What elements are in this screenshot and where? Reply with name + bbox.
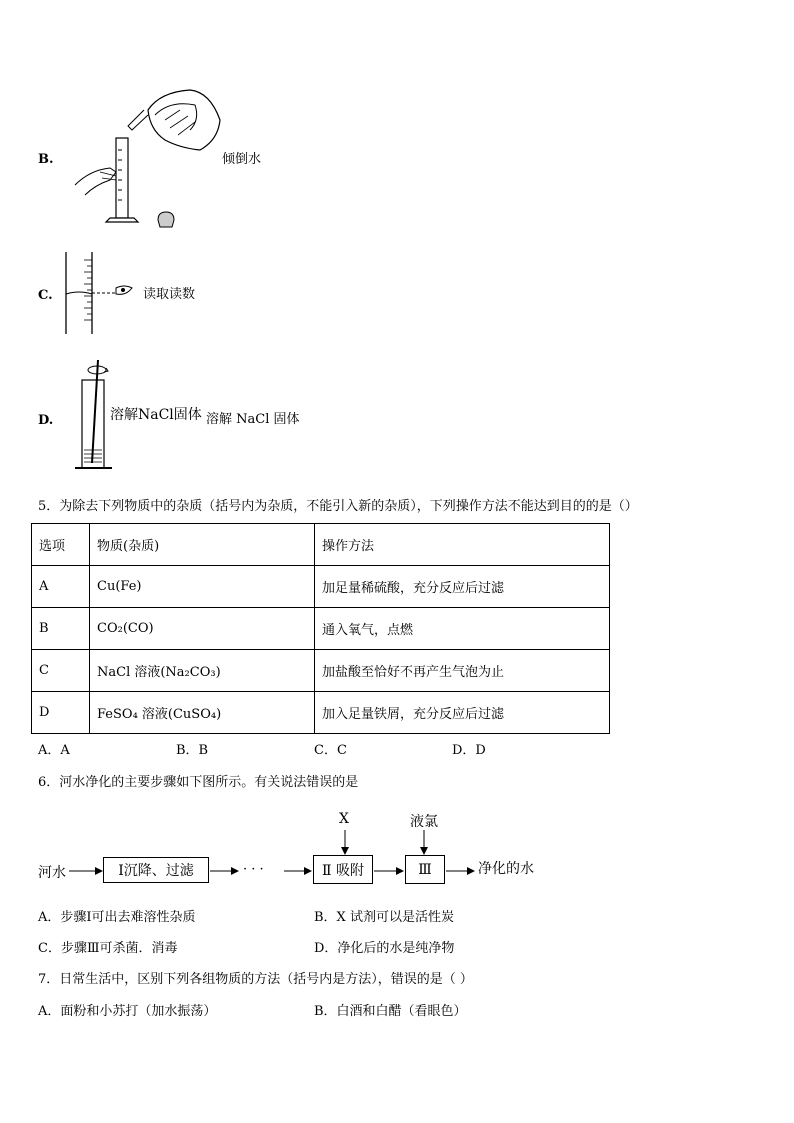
q5-choice-b[interactable]: B．B <box>176 743 209 758</box>
q6-choice-a[interactable]: A．步骤Ⅰ可出去难溶性杂质 <box>38 910 196 925</box>
q5-choice-d[interactable]: D．D <box>452 743 486 758</box>
diagram-step1-box: Ⅰ沉降、过滤 <box>103 857 209 883</box>
table-row <box>32 650 610 692</box>
diagram-reagent-chlorine: 液氯 <box>410 814 438 830</box>
table-cell: 加盐酸至恰好不再产生气泡为止 <box>315 650 610 692</box>
q4-option-c-caption: 读取读数 <box>143 287 196 302</box>
q4-option-d-caption: 溶解 NaCl 固体 <box>206 412 300 427</box>
table-cell: D <box>32 692 90 734</box>
q6-stem: 6．河水净化的主要步骤如下图所示。有关说法错误的是 <box>38 775 359 790</box>
q6-choice-b[interactable]: B．X 试剂可以是活性炭 <box>314 910 454 925</box>
table-header-cell: 物质(杂质) <box>90 524 315 566</box>
table-row <box>32 608 610 650</box>
q7-stem: 7．日常生活中，区别下列各组物质的方法（括号内是方法），错误的是（ ） <box>38 972 473 987</box>
q4-option-b-letter: B. <box>38 152 54 167</box>
pouring-water-figure <box>70 80 230 230</box>
table-cell: CO₂(CO) <box>90 608 315 650</box>
table-cell: FeSO₄ 溶液(CuSO₄) <box>90 692 315 734</box>
diagram-input-label: 河水 <box>38 865 66 881</box>
q4-option-b-caption: 倾倒水 <box>222 152 262 167</box>
table-cell: NaCl 溶液(Na₂CO₃) <box>90 650 315 692</box>
q4-option-c-letter: C. <box>38 288 53 303</box>
table-cell: A <box>32 566 90 608</box>
reading-volume-figure <box>60 250 140 340</box>
q4-option-d-letter: D. <box>38 413 54 428</box>
table-cell: 加入足量铁屑，充分反应后过滤 <box>315 692 610 734</box>
q5-choice-c[interactable]: C．C <box>314 743 347 758</box>
diagram-dots: · · · <box>243 862 264 877</box>
q5-stem: 5．为除去下列物质中的杂质（括号内为杂质，不能引入新的杂质），下列操作方法不能达到目的的是（） <box>38 499 638 514</box>
diagram-step2-box: Ⅱ 吸附 <box>313 855 373 884</box>
table-header-row <box>32 524 610 566</box>
q5-options-table <box>31 523 610 734</box>
table-row <box>32 566 610 608</box>
table-header-cell: 选项 <box>32 524 90 566</box>
q5-choice-a[interactable]: A．A <box>38 743 70 758</box>
table-header-cell: 操作方法 <box>315 524 610 566</box>
diagram-reagent-x: X <box>339 811 349 827</box>
q7-choice-a[interactable]: A．面粉和小苏打（加水振荡） <box>38 1004 217 1019</box>
table-cell: Cu(Fe) <box>90 566 315 608</box>
q6-choice-c[interactable]: C．步骤Ⅲ可杀菌．消毒 <box>38 941 178 956</box>
diagram-output-label: 净化的水 <box>478 861 534 877</box>
q6-choice-d[interactable]: D．净化后的水是纯净物 <box>314 941 455 956</box>
q4-option-d-figure-label: 溶解NaCl固体 <box>110 407 202 423</box>
diagram-step3-box: Ⅲ <box>405 855 445 884</box>
table-cell: C <box>32 650 90 692</box>
table-cell: 加足量稀硫酸，充分反应后过滤 <box>315 566 610 608</box>
table-row <box>32 692 610 734</box>
q7-choice-b[interactable]: B．白酒和白醋（看眼色） <box>314 1004 467 1019</box>
table-cell: B <box>32 608 90 650</box>
table-cell: 通入氧气，点燃 <box>315 608 610 650</box>
